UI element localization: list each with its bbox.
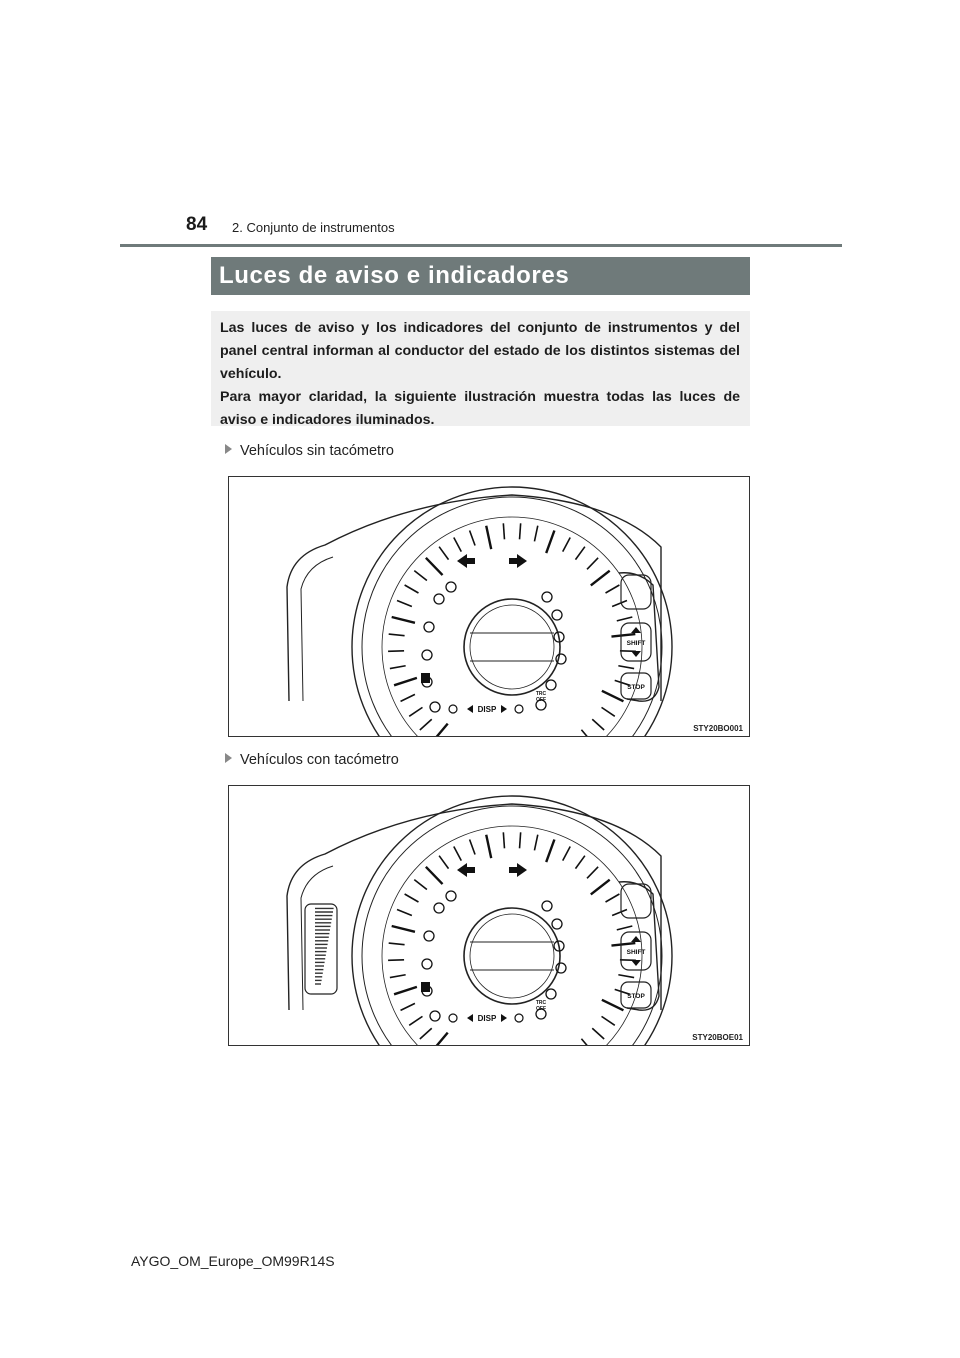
shift-down-icon bbox=[631, 651, 641, 657]
speedometer-tick bbox=[581, 730, 591, 736]
intro-paragraph-2: Para mayor claridad, la siguiente ilustración muestra todas las luces de aviso e indicadores iluminados. bbox=[220, 389, 740, 428]
bullet-triangle-icon bbox=[225, 753, 232, 763]
off-label: OFF bbox=[536, 697, 546, 703]
indicator-icon bbox=[424, 622, 434, 632]
speedometer-tick bbox=[592, 719, 604, 730]
speedometer-tick bbox=[409, 1016, 422, 1025]
caption-without-tachometer bbox=[225, 443, 394, 459]
section-title: Luces de aviso e indicadores bbox=[211, 257, 750, 295]
figure-code: STY20BOE01 bbox=[692, 1033, 743, 1042]
speedometer-tick bbox=[587, 867, 598, 879]
trip-button-icon bbox=[449, 705, 457, 713]
speedometer-tick bbox=[592, 1028, 604, 1039]
speedometer-tick bbox=[602, 1016, 615, 1025]
speedometer-tick bbox=[575, 547, 584, 560]
housing-outline bbox=[287, 495, 661, 701]
right-button-pod bbox=[619, 882, 659, 1010]
speedometer-tick bbox=[389, 943, 405, 945]
disp-right-arrow-icon bbox=[501, 1014, 507, 1022]
off-label: OFF bbox=[536, 1006, 546, 1012]
speedometer-tick bbox=[612, 601, 627, 607]
speedometer-tick bbox=[534, 526, 537, 542]
speedometer-tick bbox=[602, 707, 615, 716]
speedometer-tick bbox=[389, 634, 405, 636]
speedometer-tick bbox=[486, 526, 491, 549]
dial-inner-ring bbox=[362, 806, 662, 1045]
speedometer-tick bbox=[606, 894, 620, 902]
indicator-icon bbox=[446, 582, 456, 592]
speedometer-tick bbox=[602, 691, 624, 702]
dial-outer-ring bbox=[352, 796, 672, 1045]
speedometer-tick bbox=[394, 678, 417, 685]
bullet-triangle-icon bbox=[225, 444, 232, 454]
speedometer-tick bbox=[439, 856, 448, 869]
speedometer-tick bbox=[394, 987, 417, 994]
intro-box bbox=[211, 311, 750, 426]
speedometer-tick bbox=[563, 538, 571, 552]
disp-left-arrow-icon bbox=[467, 705, 473, 713]
speedometer-tick bbox=[401, 1003, 415, 1010]
turn-right-icon bbox=[509, 554, 527, 568]
speedometer-tick bbox=[546, 839, 554, 862]
speedometer-tick bbox=[454, 538, 462, 552]
speedometer-tick bbox=[420, 1028, 432, 1039]
speedometer-tick bbox=[397, 910, 412, 916]
indicator-icon bbox=[422, 959, 432, 969]
page-number: 84 bbox=[186, 214, 208, 235]
trip-button-icon bbox=[449, 1014, 457, 1022]
housing-inner-line bbox=[301, 866, 333, 1010]
speedometer-tick bbox=[546, 530, 554, 553]
trc-label: TRC bbox=[535, 1000, 547, 1006]
intro-paragraph-1: Las luces de aviso y los indicadores del conjunto de instrumentos y del panel central informan al conductor del estado de los distintos sistemas del vehículo. bbox=[220, 320, 740, 382]
fuel-icon bbox=[421, 982, 430, 992]
shift-up-icon bbox=[631, 627, 641, 633]
instrument-cluster-illustration bbox=[229, 786, 749, 1045]
speedometer-tick bbox=[617, 617, 633, 621]
indicator-icon bbox=[542, 901, 552, 911]
speedometer-tick bbox=[405, 894, 419, 902]
indicator-icon bbox=[422, 650, 432, 660]
speedometer-tick bbox=[388, 960, 404, 961]
disp-left-arrow-icon bbox=[467, 1014, 473, 1022]
dial-face bbox=[382, 517, 642, 736]
speedometer-tick bbox=[426, 867, 443, 884]
indicator-icon bbox=[556, 654, 566, 664]
speedometer-tick bbox=[397, 601, 412, 607]
speedometer-tick bbox=[401, 694, 415, 701]
speedometer-tick bbox=[602, 1000, 624, 1011]
dial-inner-ring bbox=[362, 497, 662, 736]
indicator-icon bbox=[552, 919, 562, 929]
turn-left-icon bbox=[457, 863, 475, 877]
trip-button-icon bbox=[515, 705, 523, 713]
speedometer-tick bbox=[390, 975, 406, 978]
speedometer-tick bbox=[414, 571, 427, 581]
speedometer-tick bbox=[432, 1033, 447, 1045]
speedometer-tick bbox=[426, 558, 443, 575]
speedometer-tick bbox=[606, 585, 620, 593]
dial-face bbox=[382, 826, 642, 1045]
disp-right-arrow-icon bbox=[501, 705, 507, 713]
turn-left-icon bbox=[457, 554, 475, 568]
indicator-icon bbox=[434, 594, 444, 604]
right-button-pod bbox=[619, 573, 659, 701]
trc-label: TRC bbox=[535, 691, 547, 697]
indicator-icon bbox=[556, 963, 566, 973]
speedometer-tick bbox=[503, 832, 504, 848]
caption-text: Vehículos sin tacómetro bbox=[240, 443, 394, 459]
instrument-cluster-illustration bbox=[229, 477, 749, 736]
cluster-figure-without-tachometer bbox=[228, 476, 750, 737]
center-display bbox=[464, 599, 560, 695]
header-divider bbox=[120, 244, 842, 247]
cluster-figure-with-tachometer bbox=[228, 785, 750, 1046]
speedometer-tick bbox=[454, 847, 462, 861]
disp-label: DISP bbox=[477, 705, 497, 714]
speedometer-tick bbox=[611, 943, 635, 946]
speedometer-tick bbox=[420, 719, 432, 730]
trip-button-icon bbox=[515, 1014, 523, 1022]
caption-with-tachometer bbox=[225, 752, 399, 768]
speedometer-tick bbox=[432, 724, 447, 736]
speedometer-tick bbox=[520, 832, 521, 848]
indicator-icon bbox=[430, 1011, 440, 1021]
speedometer-tick bbox=[486, 835, 491, 858]
speedometer-tick bbox=[591, 571, 610, 586]
speedometer-tick bbox=[587, 558, 598, 570]
fuel-icon bbox=[421, 673, 430, 683]
speedometer-tick bbox=[612, 910, 627, 916]
shift-label: SHIFT bbox=[626, 949, 646, 956]
speedometer-tick bbox=[611, 634, 635, 637]
speedometer-tick bbox=[618, 975, 634, 978]
speedometer-tick bbox=[405, 585, 419, 593]
indicator-icon bbox=[424, 931, 434, 941]
chapter-title: 2. Conjunto de instrumentos bbox=[232, 220, 395, 235]
speedometer-tick bbox=[392, 926, 415, 932]
speedometer-tick bbox=[520, 523, 521, 539]
stop-label: STOP bbox=[627, 684, 645, 691]
indicator-icon bbox=[434, 903, 444, 913]
speedometer-tick bbox=[563, 847, 571, 861]
speedometer-tick bbox=[409, 707, 422, 716]
indicator-icon bbox=[446, 891, 456, 901]
speedometer-tick bbox=[591, 880, 610, 895]
speedometer-tick bbox=[414, 880, 427, 890]
speedometer-tick bbox=[618, 666, 634, 669]
housing-outline bbox=[287, 804, 661, 1010]
speedometer-tick bbox=[470, 839, 475, 854]
figure-code: STY20BO001 bbox=[693, 724, 743, 733]
indicator-icon bbox=[542, 592, 552, 602]
speedometer-tick bbox=[575, 856, 584, 869]
speedometer-tick bbox=[534, 835, 537, 851]
center-display bbox=[464, 908, 560, 1004]
caption-text: Vehículos con tacómetro bbox=[240, 752, 399, 768]
indicator-icon bbox=[430, 702, 440, 712]
shift-label: SHIFT bbox=[626, 640, 646, 647]
speedometer-tick bbox=[617, 926, 633, 930]
speedometer-tick bbox=[581, 1039, 591, 1045]
speedometer-tick bbox=[388, 651, 404, 652]
speedometer-tick bbox=[503, 523, 504, 539]
speedometer-tick bbox=[390, 666, 406, 669]
center-display-inner bbox=[470, 914, 554, 998]
indicator-icon bbox=[546, 680, 556, 690]
indicator-icon bbox=[546, 989, 556, 999]
shift-up-icon bbox=[631, 936, 641, 942]
housing-inner-line bbox=[301, 557, 333, 701]
speedometer-tick bbox=[439, 547, 448, 560]
indicator-icon bbox=[552, 610, 562, 620]
footer-document-id: AYGO_OM_Europe_OM99R14S bbox=[131, 1253, 335, 1269]
dial-outer-ring bbox=[352, 487, 672, 736]
center-display-inner bbox=[470, 605, 554, 689]
speedometer-tick bbox=[392, 617, 415, 623]
speedometer-tick bbox=[470, 530, 475, 545]
shift-down-icon bbox=[631, 960, 641, 966]
stop-label: STOP bbox=[627, 993, 645, 1000]
disp-label: DISP bbox=[477, 1014, 497, 1023]
turn-right-icon bbox=[509, 863, 527, 877]
